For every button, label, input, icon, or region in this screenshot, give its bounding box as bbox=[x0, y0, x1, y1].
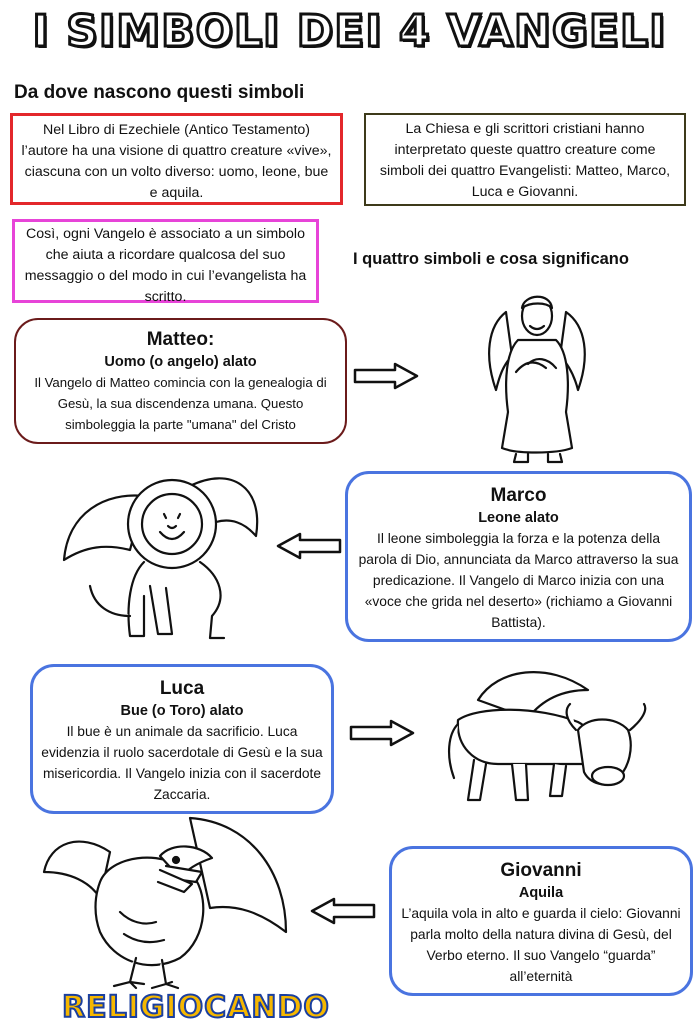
giovanni-text: L’aquila vola in alto e guarda il cielo: Giovanni parla molto della natura divina di Gesù, del Verbo eterno. Il suo Vangelo “guarda” all’eternità bbox=[401, 906, 681, 984]
card-marco bbox=[345, 471, 692, 642]
marco-text: Il leone simboleggia la forza e la potenza della parola di Dio, annunciata da Marco attraverso la sua predicazione. Il Vangelo di Marco inizia con una «voce che grida nel deserto» (richiamo a Giovanni Battista). bbox=[358, 531, 679, 630]
giovanni-name: Giovanni bbox=[500, 860, 582, 881]
box-chiesa-text: La Chiesa e gli scrittori cristiani hanno interpretato queste quattro creature come simboli dei quattro Evangelisti: Matteo, Marco, Luca e Giovanni. bbox=[379, 121, 671, 200]
box-cosi bbox=[12, 219, 319, 303]
arrow-left-icon bbox=[310, 897, 376, 925]
card-giovanni bbox=[389, 846, 693, 996]
giovanni-symbol: Aquila bbox=[518, 885, 564, 901]
matteo-name: Matteo: bbox=[146, 329, 215, 350]
box-ezechiele bbox=[10, 113, 343, 205]
arrow-right-icon bbox=[353, 362, 419, 390]
luca-text: Il bue è un animale da sacrificio. Luca evidenzia il ruolo sacerdotale di Gesù e la sua misericordia. Il Vangelo inizia con il sacerdote Zaccaria. bbox=[41, 724, 323, 802]
arrow-left-icon bbox=[276, 532, 342, 560]
card-matteo bbox=[14, 318, 347, 444]
ox-icon bbox=[438, 660, 658, 810]
box-chiesa bbox=[364, 113, 686, 206]
logo: RELIGIOCANDO bbox=[62, 990, 330, 1025]
box-cosi-text: Così, ogni Vangelo è associato a un simbolo che aiuta a ricordare qualcosa del suo messaggio o del modo in cui l’evangelista ha scritto. bbox=[24, 226, 307, 305]
luca-name: Luca bbox=[159, 678, 205, 699]
page-title: I SIMBOLI DEI 4 VANGELI bbox=[32, 6, 667, 57]
arrow-right-icon bbox=[349, 719, 415, 747]
matteo-symbol: Uomo (o angelo) alato bbox=[104, 354, 257, 370]
card-luca bbox=[30, 664, 334, 814]
marco-symbol: Leone alato bbox=[478, 510, 559, 526]
marco-name: Marco bbox=[490, 485, 547, 506]
section-heading-origin: Da dove nascono questi simboli bbox=[14, 82, 305, 103]
luca-symbol: Bue (o Toro) alato bbox=[120, 703, 244, 719]
lion-icon bbox=[60, 466, 268, 650]
matteo-text: Il Vangelo di Matteo comincia con la genealogia di Gesù, la sua discendenza umana. Questo simboleggia la parte "umana" del Cristo bbox=[34, 375, 327, 432]
eagle-icon bbox=[40, 812, 290, 994]
section-heading-symbols: I quattro simboli e cosa significano bbox=[353, 250, 629, 268]
box-ezechiele-text: Nel Libro di Ezechiele (Antico Testamento) l’autore ha una visione di quattro creature «vive», ciascuna con un volto diverso: uomo, leone, bue e aquila. bbox=[21, 122, 332, 201]
angel-icon bbox=[476, 282, 596, 466]
